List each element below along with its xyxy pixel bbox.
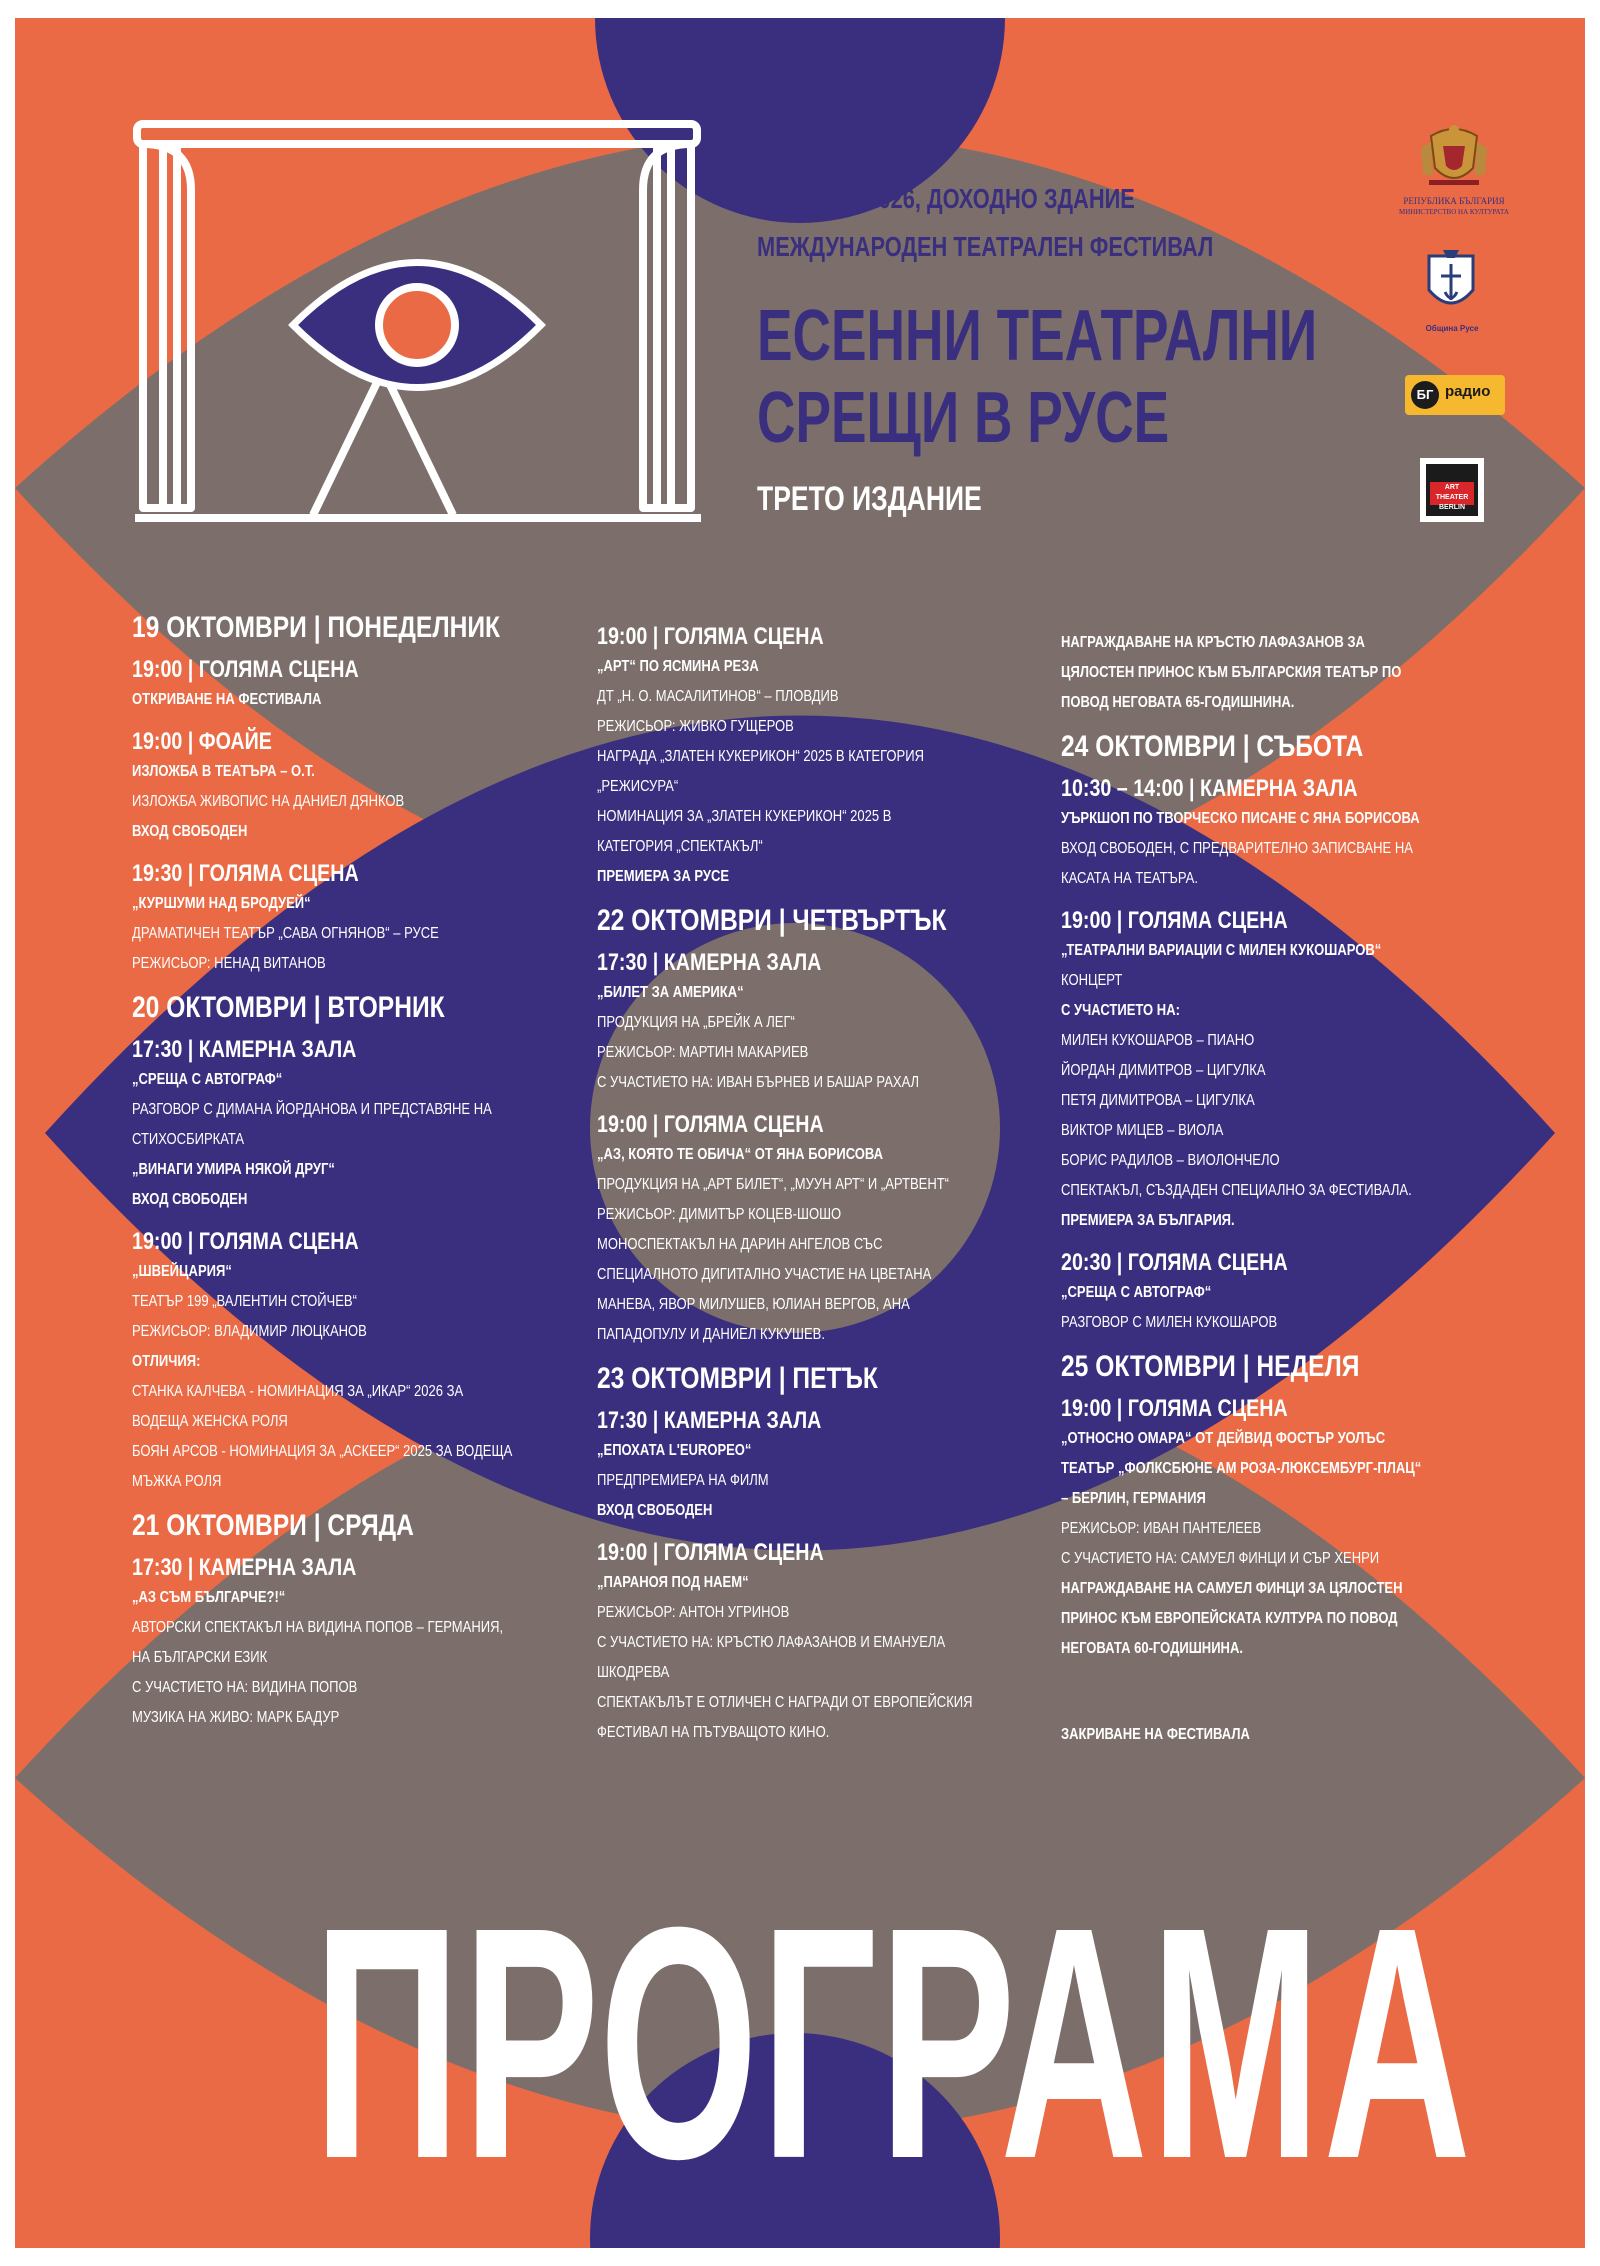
ministry-caption-2: МИНИСТЕРСТВО НА КУЛТУРАТА <box>1399 208 1509 216</box>
poster <box>15 18 1585 2248</box>
event-detail-line: ПРОДУКЦИЯ НА „БРЕЙК А ЛЕГ“ <box>597 1014 795 1031</box>
event-detail-line: МЪЖКА РОЛЯ <box>132 1473 222 1490</box>
event-detail-line: НАГРАДА „ЗЛАТЕН КУКЕРИКОН“ 2025 В КАТЕГОРИЯ <box>597 748 925 765</box>
art-theater-city: BERLIN <box>1438 504 1466 511</box>
theatre-eye-icon <box>133 120 703 530</box>
event-detail-line: С УЧАСТИЕТО НА: ИВАН БЪРНЕВ И БАШАР РАХАЛ <box>597 1074 920 1091</box>
event-time-venue: 19:00 | ГОЛЯМА СЦЕНА <box>1061 1395 1288 1422</box>
event-detail-line: ПРЕМИЕРА ЗА РУСЕ <box>597 868 730 885</box>
event-detail-line: ВХОД СВОБОДЕН, С ПРЕДВАРИТЕЛНО ЗАПИСВАНЕ НА <box>1061 840 1413 857</box>
event-detail-line: РЕЖИСЬОР: ИВАН ПАНТЕЛЕЕВ <box>1061 1520 1262 1537</box>
festival-type: МЕЖДУНАРОДЕН ТЕАТРАЛЕН ФЕСТИВАЛ <box>757 231 1214 262</box>
event-detail-line: ЗАКРИВАНЕ НА ФЕСТИВАЛА <box>1061 1726 1250 1743</box>
event-detail-line: „ПАРАНОЯ ПОД НАЕМ“ <box>597 1574 749 1591</box>
event-detail-line: ВХОД СВОБОДЕН <box>597 1502 713 1519</box>
edition-label: ТРЕТО ИЗДАНИЕ <box>757 480 982 518</box>
event-detail-line: ЦЯЛОСТЕН ПРИНОС КЪМ БЪЛГАРСКИЯ ТЕАТЪР ПО <box>1061 664 1402 681</box>
bg-radio-mark: БГ <box>1411 381 1439 409</box>
program-event <box>132 655 552 715</box>
bg-radio-logo <box>1405 375 1505 415</box>
event-detail-line: РЕЖИСЬОР: ДИМИТЪР КОЦЕВ-ШОШО <box>597 1206 842 1223</box>
day-heading: 24 ОКТОМВРИ | СЪБОТА <box>1061 730 1364 763</box>
event-detail-line: ПРЕМИЕРА ЗА БЪЛГАРИЯ. <box>1061 1212 1235 1229</box>
event-detail-line: БОЯН АРСОВ - НОМИНАЦИЯ ЗА „АСКЕЕР“ 2025 ЗА ВОДЕЩА <box>132 1443 513 1460</box>
event-time-venue: 19:30 | ГОЛЯМА СЦЕНА <box>132 860 359 887</box>
event-detail-line: СПЕКТАКЪЛ, СЪЗДАДЕН СПЕЦИАЛНО ЗА ФЕСТИВАЛА. <box>1061 1182 1412 1199</box>
festival-dates-venue: 19 – 25.10.2026, ДОХОДНО ЗДАНИЕ <box>757 183 1135 214</box>
event-detail-line: НАГРАЖДАВАНЕ НА САМУЕЛ ФИНЦИ ЗА ЦЯЛОСТЕН <box>1061 1580 1403 1597</box>
day-heading: 23 ОКТОМВРИ | ПЕТЪК <box>597 1362 878 1395</box>
art-theater-name: ART THEATER <box>1435 484 1469 501</box>
event-detail-line: „АРТ“ ПО ЯСМИНА РЕЗА <box>597 658 759 675</box>
event-detail-line: „КУРШУМИ НАД БРОДУЕЙ“ <box>132 895 311 912</box>
event-detail-line: „АЗ, КОЯТО ТЕ ОБИЧА“ ОТ ЯНА БОРИСОВА <box>597 1146 884 1163</box>
day-heading: 25 ОКТОМВРИ | НЕДЕЛЯ <box>1061 1350 1360 1383</box>
event-time-venue: 19:00 | ФОАЙЕ <box>132 728 272 755</box>
event-detail-line: ОТКРИВАНЕ НА ФЕСТИВАЛА <box>132 691 322 708</box>
event-detail-line: СТИХОСБИРКАТА <box>132 1131 245 1148</box>
event-time-venue: 19:00 | ГОЛЯМА СЦЕНА <box>132 656 359 683</box>
event-detail-line: БОРИС РАДИЛОВ – ВИОЛОНЧЕЛО <box>1061 1152 1280 1169</box>
event-detail-line: С УЧАСТИЕТО НА: САМУЕЛ ФИНЦИ И СЪР ХЕНРИ <box>1061 1550 1380 1567</box>
event-detail-line: МАНЕВА, ЯВОР МИЛУШЕВ, ЮЛИАН ВЕРГОВ, АНА <box>597 1296 910 1313</box>
event-detail-line: СТАНКА КАЛЧЕВА - НОМИНАЦИЯ ЗА „ИКАР“ 2026 ЗА <box>132 1383 464 1400</box>
event-time-venue: 19:00 | ГОЛЯМА СЦЕНА <box>1061 907 1288 934</box>
day-heading: 19 ОКТОМВРИ | ПОНЕДЕЛНИК <box>132 611 501 644</box>
event-detail-line: ВИКТОР МИЦЕВ – ВИОЛА <box>1061 1122 1224 1139</box>
event-time-venue: 19:00 | ГОЛЯМА СЦЕНА <box>597 1539 824 1566</box>
event-detail-line: „ШВЕЙЦАРИЯ“ <box>132 1263 232 1280</box>
event-detail-line: „АЗ СЪМ БЪЛГАРЧЕ?!“ <box>132 1589 286 1606</box>
event-detail-line: ВОДЕЩА ЖЕНСКА РОЛЯ <box>132 1413 288 1430</box>
event-detail-line: АВТОРСКИ СПЕКТАКЪЛ НА ВИДИНА ПОПОВ – ГЕРМАНИЯ, <box>132 1619 504 1636</box>
municipality-caption: Община Русе <box>1425 324 1479 333</box>
event-detail-line: ТЕАТЪР „ФОЛКСБЮНЕ АМ РОЗА-ЛЮКСЕМБУРГ-ПЛАЦ“ <box>1061 1460 1422 1477</box>
event-detail-line: ОТЛИЧИЯ: <box>132 1353 201 1370</box>
event-detail-line: „ТЕАТРАЛНИ ВАРИАЦИИ С МИЛЕН КУКОШАРОВ“ <box>1061 942 1382 959</box>
event-detail-line: РЕЖИСЬОР: АНТОН УГРИНОВ <box>597 1604 790 1621</box>
program-event <box>1061 1248 1521 1338</box>
event-detail-line: С УЧАСТИЕТО НА: <box>1061 1002 1180 1019</box>
event-time-venue: 17:30 | КАМЕРНА ЗАЛА <box>597 1407 822 1434</box>
day-heading: 20 ОКТОМВРИ | ВТОРНИК <box>132 991 445 1024</box>
event-detail-line: – БЕРЛИН, ГЕРМАНИЯ <box>1061 1490 1206 1507</box>
program-event <box>597 1538 1017 1748</box>
event-detail-line: ПЕТЯ ДИМИТРОВА – ЦИГУЛКА <box>1061 1092 1255 1109</box>
event-detail-line: РЕЖИСЬОР: НЕНАД ВИТАНОВ <box>132 955 326 972</box>
event-detail-line: СПЕЦИАЛНОТО ДИГИТАЛНО УЧАСТИЕ НА ЦВЕТАНА <box>597 1266 932 1283</box>
event-detail-line: „ВИНАГИ УМИРА НЯКОЙ ДРУГ“ <box>132 1161 335 1178</box>
event-detail-line: КАТЕГОРИЯ „СПЕКТАКЪЛ“ <box>597 838 763 855</box>
event-detail-line: ПРОДУКЦИЯ НА „АРТ БИЛЕТ“, „МУУН АРТ“ И „АРТВЕНТ“ <box>597 1176 950 1193</box>
event-detail-line: РАЗГОВОР С ДИМАНА ЙОРДАНОВА И ПРЕДСТАВЯНЕ НА <box>132 1101 492 1118</box>
day-heading: 21 ОКТОМВРИ | СРЯДА <box>132 1509 414 1542</box>
event-time-venue: 20:30 | ГОЛЯМА СЦЕНА <box>1061 1249 1288 1276</box>
program-event <box>132 1553 552 1733</box>
event-detail-line: ДТ „Н. О. МАСАЛИТИНОВ“ – ПЛОВДИВ <box>597 688 839 705</box>
event-detail-line: МОНОСПЕКТАКЪЛ НА ДАРИН АНГЕЛОВ СЪС <box>597 1236 883 1253</box>
event-detail-line: КАСАТА НА ТЕАТЪРА. <box>1061 870 1198 887</box>
program-event <box>1061 628 1521 718</box>
event-detail-line: „СРЕЩА С АВТОГРАФ“ <box>132 1071 283 1088</box>
program-event <box>597 948 1017 1098</box>
event-time-venue: 17:30 | КАМЕРНА ЗАЛА <box>132 1036 357 1063</box>
event-detail-line: МУЗИКА НА ЖИВО: МАРК БАДУР <box>132 1709 340 1726</box>
event-detail-line: ПАПАДОПУЛУ И ДАНИЕЛ КУКУШЕВ. <box>597 1326 825 1343</box>
program-event <box>1061 1394 1521 1664</box>
program-event <box>132 1035 552 1215</box>
event-detail-line: ИЗЛОЖБА В ТЕАТЪРА – О.Т. <box>132 763 315 780</box>
event-detail-line: „РЕЖИСУРА“ <box>597 778 679 795</box>
ruse-crest-icon <box>1423 248 1479 320</box>
event-detail-line: МИЛЕН КУКОШАРОВ – ПИАНО <box>1061 1032 1255 1049</box>
program-event <box>132 1227 552 1497</box>
event-detail-line: НОМИНАЦИЯ ЗА „ЗЛАТЕН КУКЕРИКОН“ 2025 В <box>597 808 892 825</box>
event-detail-line: „БИЛЕТ ЗА АМЕРИКА“ <box>597 984 744 1001</box>
event-detail-line: НА БЪЛГАРСКИ ЕЗИК <box>132 1649 268 1666</box>
event-detail-line: ИЗЛОЖБА ЖИВОПИС НА ДАНИЕЛ ДЯНКОВ <box>132 793 405 810</box>
event-detail-line: ШКОДРЕВА <box>597 1664 670 1681</box>
spacer <box>1061 1676 1521 1720</box>
event-detail-line: „СРЕЩА С АВТОГРАФ“ <box>1061 1284 1212 1301</box>
program-event <box>132 859 552 979</box>
program-column-2 <box>597 622 1017 1760</box>
event-time-venue: 19:00 | ГОЛЯМА СЦЕНА <box>597 1111 824 1138</box>
event-detail-line: ЙОРДАН ДИМИТРОВ – ЦИГУЛКА <box>1061 1062 1266 1079</box>
event-detail-line: С УЧАСТИЕТО НА: ВИДИНА ПОПОВ <box>132 1679 358 1696</box>
program-event <box>597 622 1017 892</box>
event-detail-line: „ЕПОХАТА L'EUROPEO“ <box>597 1442 752 1459</box>
festival-title-line1: ЕСЕННИ ТЕАТРАЛНИ <box>757 296 1318 376</box>
program-event <box>597 1110 1017 1350</box>
event-detail-line: НЕГОВАТА 60-ГОДИШНИНА. <box>1061 1640 1243 1657</box>
event-detail-line: ПРЕДПРЕМИЕРА НА ФИЛМ <box>597 1472 769 1489</box>
event-detail-line: УЪРКШОП ПО ТВОРЧЕСКО ПИСАНЕ С ЯНА БОРИСОВА <box>1061 810 1420 827</box>
event-time-venue: 10:30 – 14:00 | КАМЕРНА ЗАЛА <box>1061 775 1358 802</box>
event-detail-line: С УЧАСТИЕТО НА: КРЪСТЮ ЛАФАЗАНОВ И ЕМАНУЕЛА <box>597 1634 946 1651</box>
event-time-venue: 19:00 | ГОЛЯМА СЦЕНА <box>132 1228 359 1255</box>
event-detail-line: ПОВОД НЕГОВАТА 65-ГОДИШНИНА. <box>1061 694 1295 711</box>
program-event <box>1061 1720 1521 1750</box>
event-detail-line: РЕЖИСЬОР: ЖИВКО ГУЩЕРОВ <box>597 718 794 735</box>
program-event <box>1061 906 1521 1236</box>
event-detail-line: ПРИНОС КЪМ ЕВРОПЕЙСКАТА КУЛТУРА ПО ПОВОД <box>1061 1610 1398 1627</box>
event-detail-line: СПЕКТАКЪЛЪТ Е ОТЛИЧЕН С НАГРАДИ ОТ ЕВРОПЕЙСКИЯ <box>597 1694 973 1711</box>
program-column-3 <box>1061 628 1521 1762</box>
event-time-venue: 17:30 | КАМЕРНА ЗАЛА <box>132 1554 357 1581</box>
program-event <box>132 727 552 847</box>
program-heading: ПРОГРАМА <box>313 1858 1474 2227</box>
art-theater-logo <box>1420 458 1484 522</box>
day-heading: 22 ОКТОМВРИ | ЧЕТВЪРТЪК <box>597 904 947 937</box>
ministry-caption-1: РЕПУБЛИКА БЪЛГАРИЯ <box>1403 196 1505 206</box>
program-event <box>1061 774 1521 894</box>
event-detail-line: РАЗГОВОР С МИЛЕН КУКОШАРОВ <box>1061 1314 1278 1331</box>
event-detail-line: ВХОД СВОБОДЕН <box>132 823 248 840</box>
bg-radio-text: радио <box>1445 383 1491 400</box>
event-time-venue: 17:30 | КАМЕРНА ЗАЛА <box>597 949 822 976</box>
festival-title-line2: СРЕЩИ В РУСЕ <box>757 378 1170 458</box>
program-event <box>597 1406 1017 1526</box>
event-detail-line: КОНЦЕРТ <box>1061 972 1123 989</box>
coat-of-arms-icon <box>1417 118 1491 192</box>
program-column-1 <box>132 611 552 1745</box>
event-detail-line: ДРАМАТИЧЕН ТЕАТЪР „САВА ОГНЯНОВ“ – РУСЕ <box>132 925 439 942</box>
event-time-venue: 19:00 | ГОЛЯМА СЦЕНА <box>597 623 824 650</box>
event-detail-line: РЕЖИСЬОР: ВЛАДИМИР ЛЮЦКАНОВ <box>132 1323 367 1340</box>
event-detail-line: ВХОД СВОБОДЕН <box>132 1191 248 1208</box>
event-detail-line: ТЕАТЪР 199 „ВАЛЕНТИН СТОЙЧЕВ“ <box>132 1293 357 1310</box>
event-detail-line: ФЕСТИВАЛ НА ПЪТУВАЩОТО КИНО. <box>597 1724 830 1741</box>
event-detail-line: РЕЖИСЬОР: МАРТИН МАКАРИЕВ <box>597 1044 809 1061</box>
event-detail-line: НАГРАЖДАВАНЕ НА КРЪСТЮ ЛАФАЗАНОВ ЗА <box>1061 634 1365 651</box>
event-detail-line: „ОТНОСНО ОМАРА“ ОТ ДЕЙВИД ФОСТЪР УОЛЪС <box>1061 1430 1386 1447</box>
